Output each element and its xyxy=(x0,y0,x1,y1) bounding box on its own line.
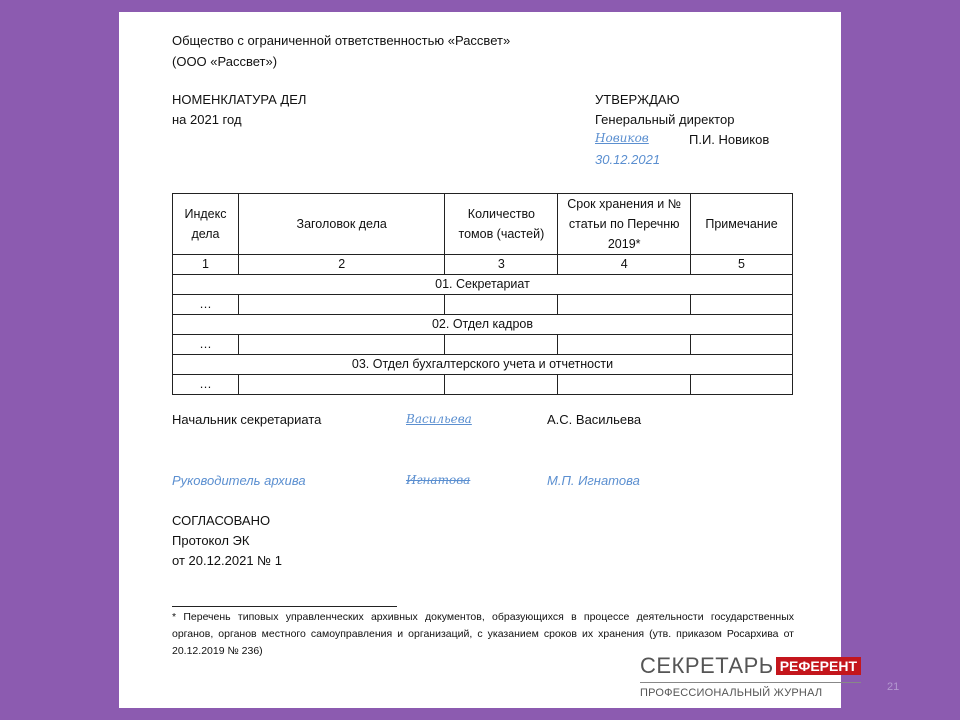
director-name: П.И. Новиков xyxy=(689,132,770,147)
doc-year: на 2021 год xyxy=(172,112,242,127)
column-number: 2 xyxy=(238,255,444,275)
column-number: 5 xyxy=(691,255,793,275)
director-signature: Новиков xyxy=(595,131,649,145)
table-row xyxy=(173,375,793,395)
table-cell xyxy=(445,375,558,395)
logo-subtitle: ПРОФЕССИОНАЛЬНЫЙ ЖУРНАЛ xyxy=(640,682,861,699)
section-title: 02. Отдел кадров xyxy=(173,315,793,335)
journal-logo xyxy=(640,653,861,699)
document-sheet xyxy=(119,12,858,708)
table-cell xyxy=(691,295,793,315)
table-cell xyxy=(238,335,444,355)
table-cell xyxy=(445,335,558,355)
table-cell-index: … xyxy=(173,375,239,395)
nomenclature-table xyxy=(172,193,793,395)
agreed-protocol: Протокол ЭК xyxy=(172,533,250,548)
header-title: Заголовок дела xyxy=(238,194,444,255)
section-row xyxy=(173,355,793,375)
archive-signature: Игнатова xyxy=(406,473,471,487)
section-title: 03. Отдел бухгалтерского учета и отчетности xyxy=(173,355,793,375)
head-name: А.С. Васильева xyxy=(547,412,642,427)
column-number: 1 xyxy=(173,255,239,275)
table-header-row xyxy=(173,194,793,255)
column-number: 4 xyxy=(558,255,691,275)
org-short-name: (ООО «Рассвет») xyxy=(172,54,278,69)
header-volumes: Количество томов (частей) xyxy=(445,194,558,255)
logo-word: СЕКРЕТАРЬ xyxy=(640,653,774,678)
agreed-date: от 20.12.2021 № 1 xyxy=(172,553,282,568)
archive-position: Руководитель архива xyxy=(172,473,306,488)
approve-position: Генеральный директор xyxy=(595,112,735,127)
org-name: Общество с ограниченной ответственностью «Рассвет» xyxy=(172,33,511,48)
table-cell-index: … xyxy=(173,295,239,315)
table-cell xyxy=(445,295,558,315)
column-number: 3 xyxy=(445,255,558,275)
page-number: 21 xyxy=(887,681,900,693)
table-cell xyxy=(691,375,793,395)
table-cell-index: … xyxy=(173,335,239,355)
footnote-divider xyxy=(172,606,397,607)
approve-label: УТВЕРЖДАЮ xyxy=(595,92,680,107)
header-note: Примечание xyxy=(691,194,793,255)
table-row xyxy=(173,335,793,355)
table-cell xyxy=(558,375,691,395)
table-cell xyxy=(691,335,793,355)
column-numbers-row xyxy=(173,255,793,275)
approve-date: 30.12.2021 xyxy=(595,152,661,167)
table-cell xyxy=(238,375,444,395)
archive-name: М.П. Игнатова xyxy=(547,473,640,488)
table-cell xyxy=(558,295,691,315)
header-retention: Срок хранения и № статьи по Перечню 2019* xyxy=(558,194,691,255)
head-signature: Васильева xyxy=(406,412,472,426)
agreed-label: СОГЛАСОВАНО xyxy=(172,513,271,528)
table-row xyxy=(173,295,793,315)
footnote: * Перечень типовых управленческих архивных документов, образующихся в процессе деятельности государственных органов, органов местного самоуправления и организаций, с указанием сроков их хранения (утв. приказом Росархива от 20.12.2019 № 236) xyxy=(172,611,794,657)
doc-title: НОМЕНКЛАТУРА ДЕЛ xyxy=(172,92,307,107)
section-title: 01. Секретариат xyxy=(173,275,793,295)
table-cell xyxy=(558,335,691,355)
section-row xyxy=(173,275,793,295)
section-row xyxy=(173,315,793,335)
header-index: Индекс дела xyxy=(173,194,239,255)
logo-badge: РЕФЕРЕНТ xyxy=(776,657,861,675)
head-position: Начальник секретариата xyxy=(172,412,322,427)
table-cell xyxy=(238,295,444,315)
